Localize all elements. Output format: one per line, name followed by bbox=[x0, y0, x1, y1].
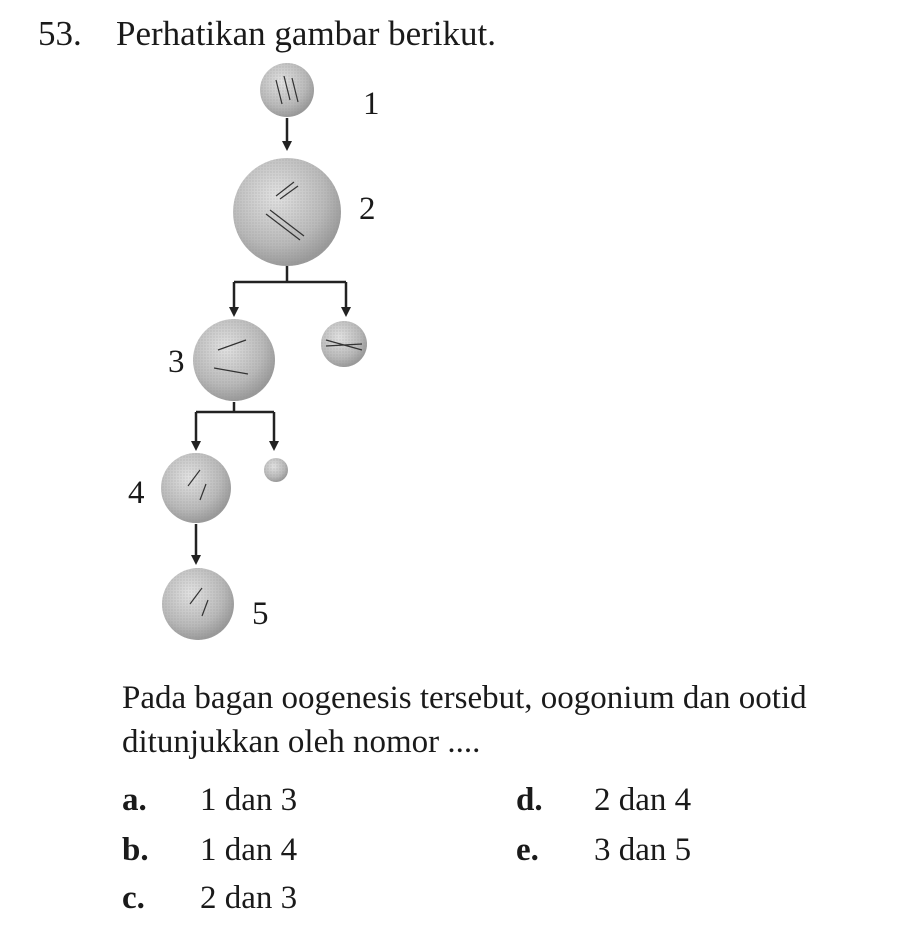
option-text: 3 dan 5 bbox=[594, 832, 692, 868]
question-prompt: Pada bagan oogenesis tersebut, oogonium dan ootid ditunjukkan oleh nomor .... bbox=[122, 680, 807, 760]
polar-body-1 bbox=[321, 321, 367, 367]
option-text: 1 dan 4 bbox=[200, 832, 298, 868]
option-letter: c. bbox=[122, 880, 145, 916]
option-text: 1 dan 3 bbox=[200, 782, 298, 818]
split-2 bbox=[234, 266, 346, 312]
question-number: 53. bbox=[38, 14, 82, 53]
cell-4 bbox=[161, 453, 231, 523]
label-2: 2 bbox=[359, 191, 376, 227]
cell-2 bbox=[233, 158, 341, 266]
option-letter: a. bbox=[122, 782, 147, 818]
option-letter: d. bbox=[516, 782, 543, 818]
label-4: 4 bbox=[128, 475, 145, 511]
option-letter: e. bbox=[516, 832, 539, 868]
option-text: 2 dan 4 bbox=[594, 782, 692, 818]
option-text: 2 dan 3 bbox=[200, 880, 298, 916]
option-d[interactable] bbox=[516, 782, 691, 819]
option-b[interactable] bbox=[122, 832, 297, 869]
cell-5 bbox=[162, 568, 234, 640]
cell-3 bbox=[193, 319, 275, 401]
polar-body-2 bbox=[264, 458, 288, 482]
label-3: 3 bbox=[168, 344, 185, 380]
option-e[interactable] bbox=[516, 832, 691, 869]
label-1: 1 bbox=[363, 86, 380, 122]
question-intro: Perhatikan gambar berikut. bbox=[116, 14, 497, 53]
option-a[interactable] bbox=[122, 782, 297, 819]
label-5: 5 bbox=[252, 596, 269, 632]
option-c[interactable] bbox=[122, 880, 297, 917]
option-letter: b. bbox=[122, 832, 149, 868]
split-3 bbox=[196, 402, 274, 446]
cell-1 bbox=[260, 63, 314, 117]
